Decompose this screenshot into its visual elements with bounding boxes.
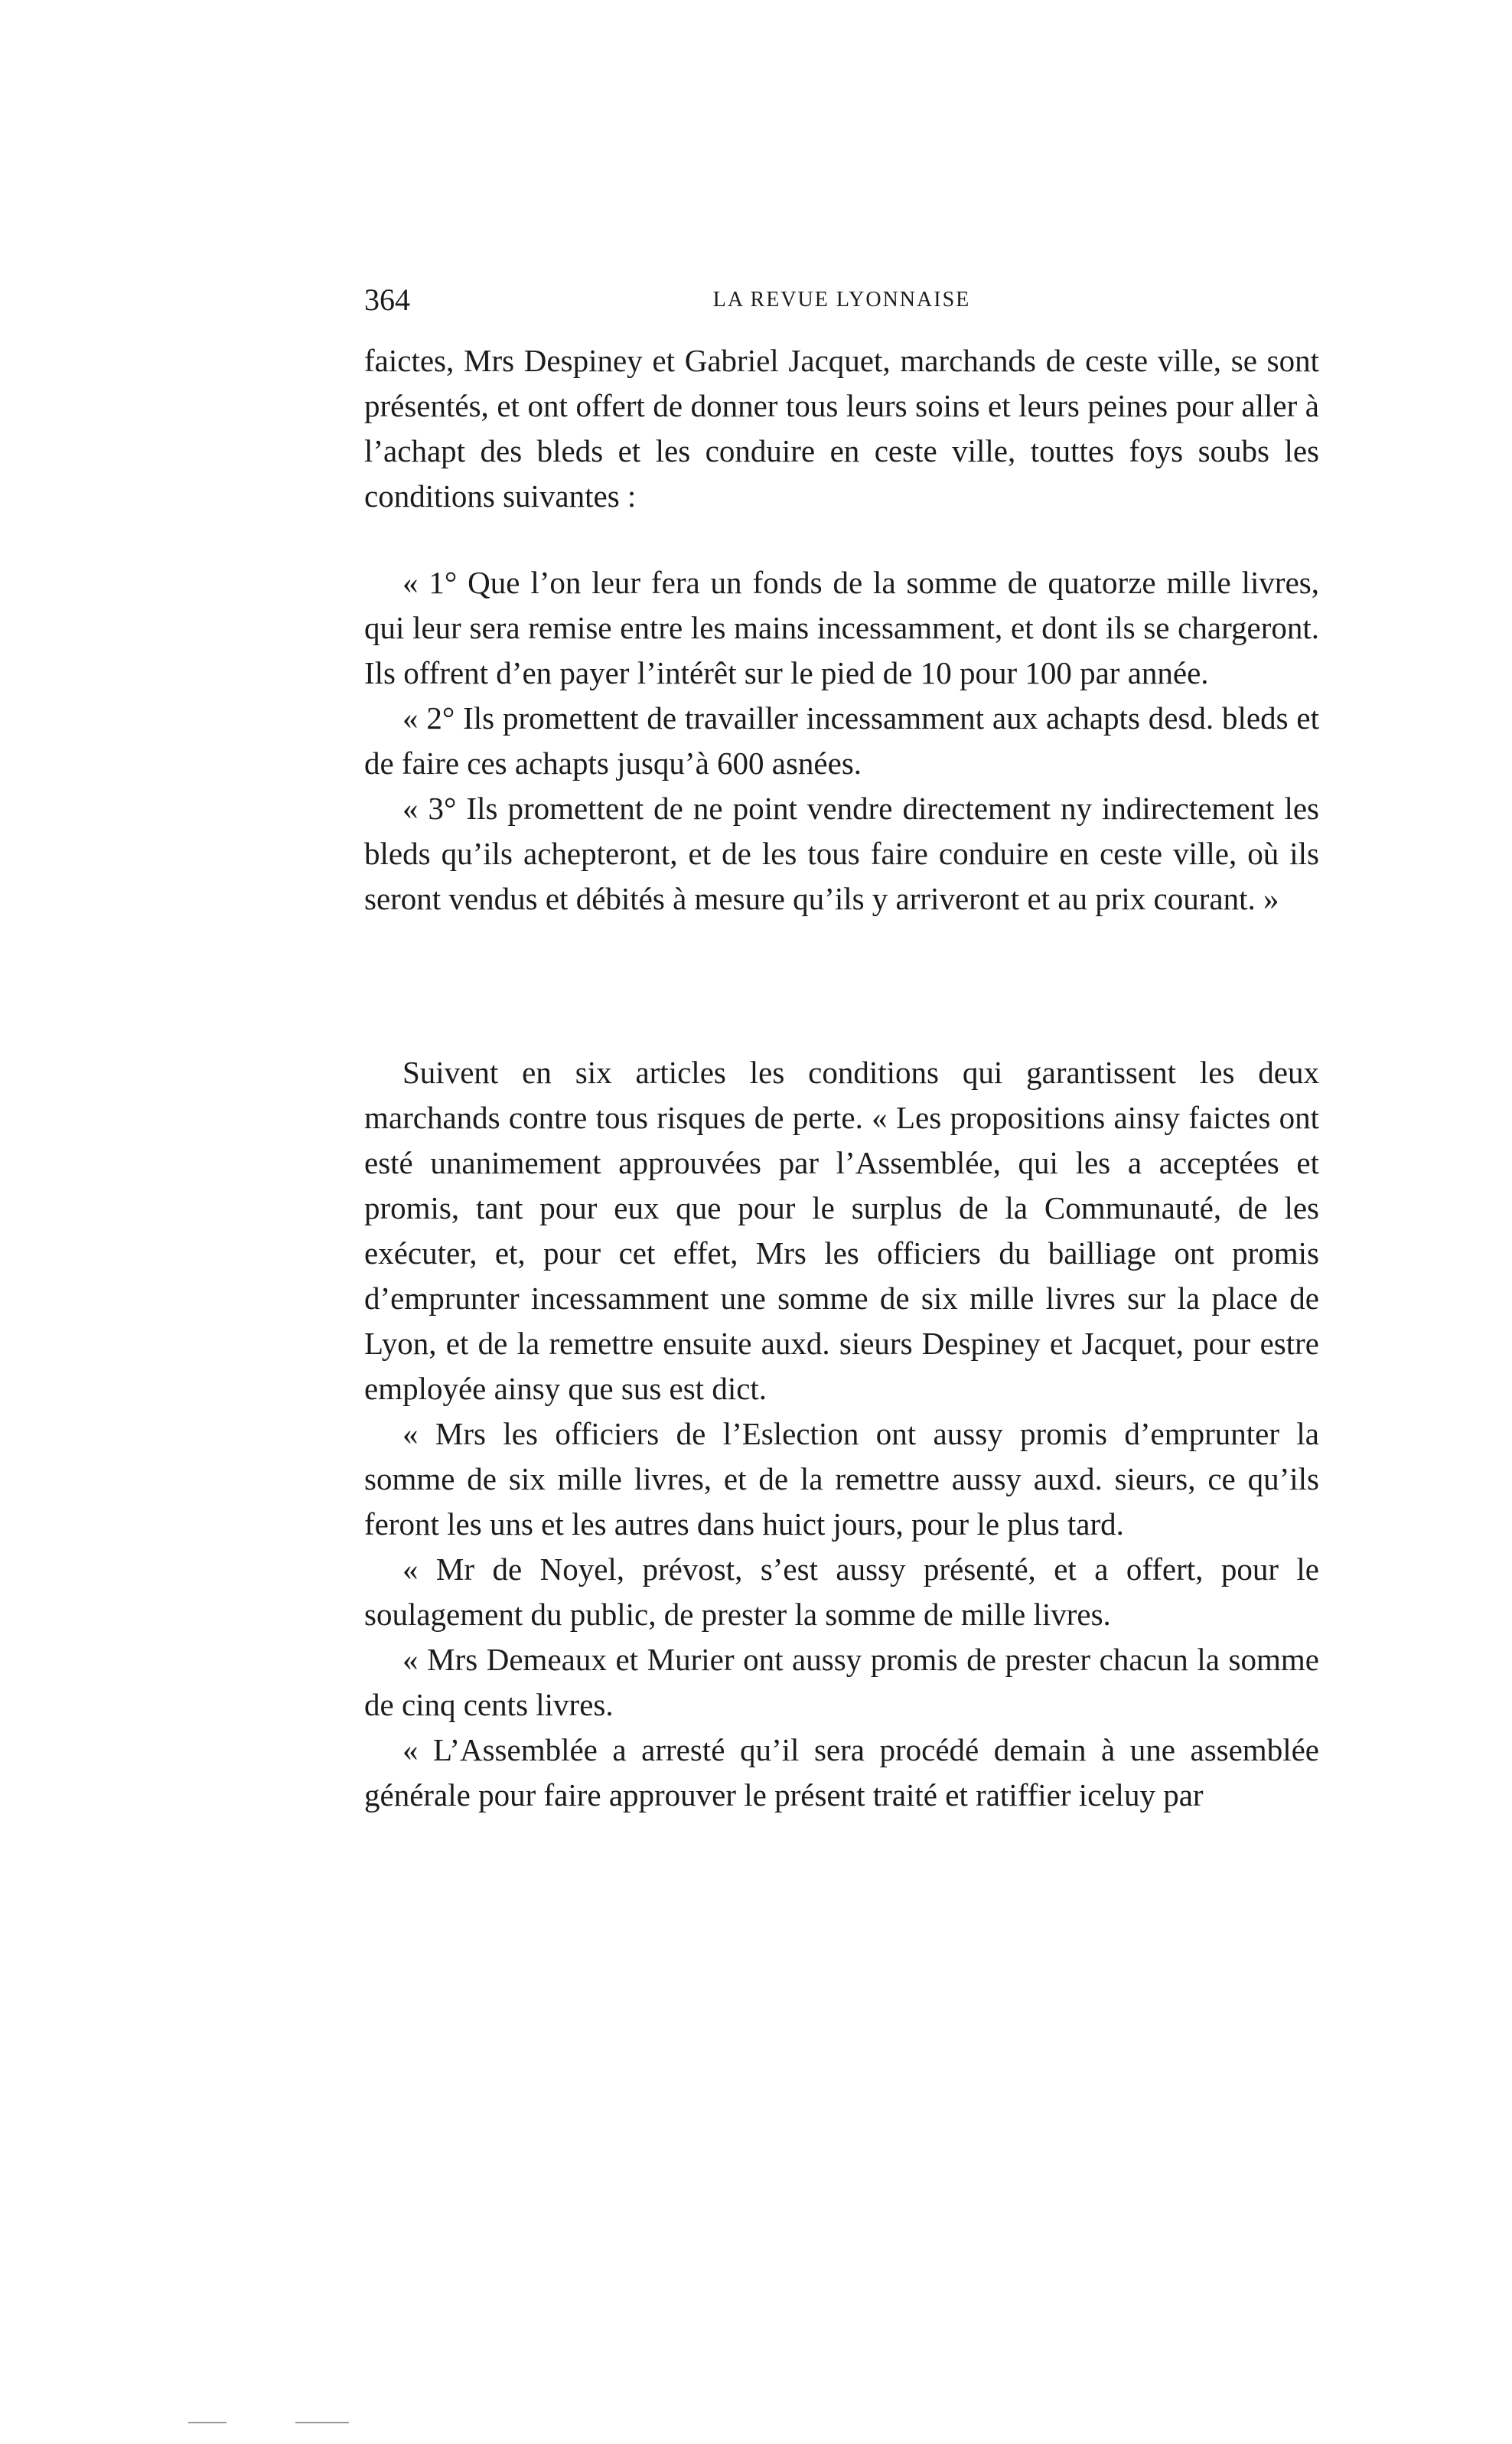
paragraph: « Mrs Demeaux et Murier ont aussy promis de prester chacun la somme de cinq cents livres. xyxy=(364,1642,1319,1722)
paragraph: « L’Assemblée a arresté qu’il sera procédé demain à une assemblée générale pour faire approuver le présent traité et ratiffier iceluy par xyxy=(364,1732,1319,1813)
paragraph: Suivent en six articles les conditions qui garantissent les deux marchands contre tous risques de perte. « Les propositions ainsy faictes ont esté unanimement approuvées par l’Assemblée, qui les a acceptées et promis, tant pour eux que pour le surplus de la Communauté, de les exécuter, et, pour cet effet, Mrs les officiers du bailliage ont promis d’emprunter incessamment une somme de six mille livres sur la place de Lyon, et de la remettre ensuite auxd. sieurs Despiney et Jacquet, pour estre employée ainsy que sus est dict. xyxy=(364,1055,1319,1406)
paragraph: faictes, Mrs Despiney et Gabriel Jacquet, marchands de ceste ville, se sont présentés, et ont offert de donner tous leurs soins et leurs peines pour aller à l’achapt des bleds et les conduire en ceste ville, touttes foys soubs les conditions suivantes : xyxy=(364,343,1319,514)
paragraph: « 1° Que l’on leur fera un fonds de la somme de quatorze mille livres, qui leur sera remise entre les mains incessamment, et dont ils se chargeront. Ils offrent d’en payer l’intérêt sur le pied de 10 pour 100 par année. xyxy=(364,565,1319,690)
quoted-conditions xyxy=(364,560,1319,922)
closing-text xyxy=(364,1050,1319,1818)
footer-rule xyxy=(295,2422,349,2423)
opening-text xyxy=(364,338,1319,519)
running-title: LA REVUE LYONNAISE xyxy=(712,288,971,312)
footer-rule xyxy=(188,2422,226,2423)
paragraph: « 2° Ils promettent de travailler incessamment aux achapts desd. bleds et de faire ces achapts jusqu’à 600 asnées. xyxy=(364,700,1319,781)
page-header xyxy=(364,277,1319,323)
page-number: 364 xyxy=(364,282,410,317)
paragraph: « Mrs les officiers de l’Eslection ont aussy promis d’emprunter la somme de six mille livres, et de la remettre aussy auxd. sieurs, ce qu’ils feront les uns et les autres dans huict jours, pour le plus tard. xyxy=(364,1416,1319,1542)
paragraph: « 3° Ils promettent de ne point vendre directement ny indirectement les bleds qu’ils achepteront, et de les tous faire conduire en ceste ville, où ils seront vendus et débités à mesure qu’ils y arriveront et au prix courant. » xyxy=(364,791,1319,916)
paragraph: « Mr de Noyel, prévost, s’est aussy présenté, et a offert, pour le soulagement du public, de prester la somme de mille livres. xyxy=(364,1552,1319,1632)
